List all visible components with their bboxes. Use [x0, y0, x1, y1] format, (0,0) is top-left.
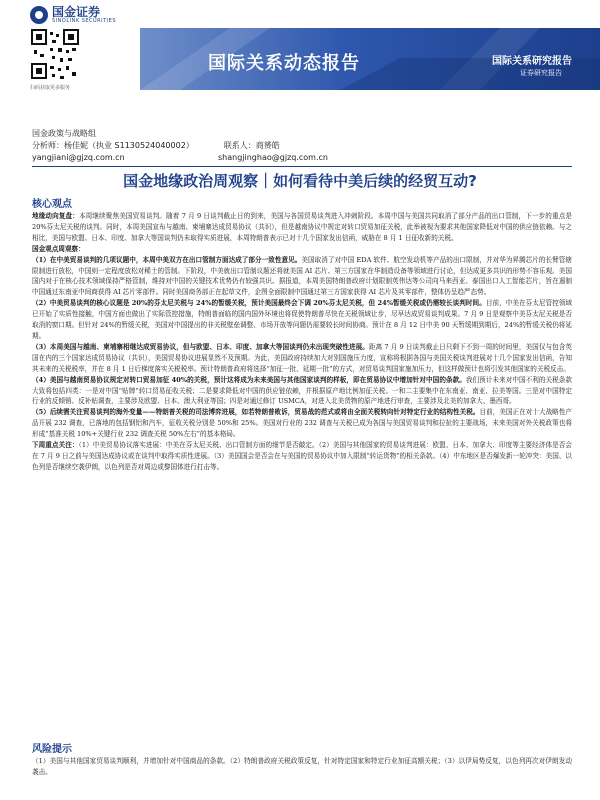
paragraph-view-3 [32, 342, 572, 375]
qr-code-icon [30, 28, 80, 82]
view-5-text: 目前，美国正在对十大战略性产品开展 232 调查，已落地的包括钢铝和汽车，征收关税分别是 50%和 25%。美国对行业的 232 调查与关税已成为各国与美国贸易谈判和拉扯的主要战场，未来美国对外关税政策也将形成“基准关税 10%+关键行业 232 调查关税 50%左右”的基本格局。 [32, 408, 572, 439]
risk-text: （1）美国与其他国家贸易谈判顺利，并增加针对中国商品的条款。（2）特朗普政府关税政策反复，针对特定国家和特定行业加征高额关税；（3）以伊局势反复，以色列再次对伊朗发动袭击。 [32, 757, 572, 776]
view-4-text: 我们预计未来对中国不利的关税条款大致将包括四类：一是对中国“贴牌”转口贸易征收关税；二是要求降低对中国的供应链依赖，并根据原产地比例加征关税。一和二主要集中在东南亚、南亚、拉美等国。三是对中国特定行业的反倾销、反补贴调查，主要涉及欧盟、日本、澳大利亚等国；四是对通过修订 USMCA，对进入北美货物的原产地进行审查，主要涉及北美的加拿大、墨西哥。 [32, 375, 573, 406]
section-heading-core: 核心观点 [32, 199, 72, 210]
view-3-text: 距离 7 月 9 日谈判截止日只剩下不到一周的时间里，美国仅与包含英国在内的三个国家达成贸易协议（共识），美国贸易协议进展显然不及预期。为此，美国政府持续加大对别国施压力度，宣称将根据各国与美国关税谈判进展对十几个国家发出信函，告知其未来的关税税率，并在 8 月 1 日后梯度落实关税税率。预计特朗普政府将选择“加征一批、延期一批”的方式，对贸易谈判国家施加压力，但这样做预计也将引发其他国家的关税反击。 [32, 342, 572, 373]
next-week-lead: 下周重点关注： [32, 441, 79, 450]
contact: 联系人：商赟皓 [223, 141, 280, 150]
brand-name-en: SINOLINK SECURITIES [52, 18, 116, 24]
paragraph-view-2 [32, 298, 572, 342]
footer-bar [0, 792, 600, 800]
logo-mark-icon [30, 6, 48, 24]
qr-caption: 扫码获取更多服务 [30, 85, 71, 91]
report-title: 国金地缘政治周观察｜如何看待中美后续的经贸互动? [123, 172, 477, 190]
view-5-lead: （5）后续需关注贸易谈判的海外变量——特朗普关税的司法博弈进展，如若特朗普败诉，贸易战的范式或将由全面关税转向针对特定行业的结构性关税。 [32, 408, 480, 417]
author-info [32, 128, 328, 164]
section-heading-risk: 风险提示 [32, 744, 72, 755]
view-1-lead: （1）在中美贸易谈判的几项议题中，本周中美双方在出口管制方面达成了部分一致性意见。 [32, 255, 302, 264]
view-2-lead: （2）中美贸易谈判的核心议题是 20%的芬太尼关税与 24%的暂缓关税，预计美国最终会下调 20%芬太尼关税，但 24%暂缓关税或仍需较长谈判时间。 [32, 299, 486, 308]
contact-email[interactable]: shangjinghao@gjzq.com.cn [218, 153, 328, 162]
banner-title: 国际关系动态报告 [208, 53, 360, 74]
paragraph-view-1 [32, 255, 572, 299]
analyst: 分析师：杨佳妮（执业 S1130524040002） [32, 141, 194, 150]
brand-logo [30, 4, 116, 26]
view-1-text: 美国取消了对中国 EDA 软件、航空发动机等产品的出口限制，并对华为昇腾芯片的长臂管辖限制进行放松，中国则一定程度放松对稀土的管制。下阶段，中美就出口管制议题还将就美国 AI 芯片、第三方国家在华制造设备等领域进行讨论，但达成更多共识的形势不容乐观。美国国内对于在核心技术领域保持严格管制，维持对中国的关键技术优势仍有较强共识。据报道，本周美国特朗普政府计划限制英伟达等公司向马来西亚、泰国出口人工智能芯片，旨在遏制中国通过东南亚中间商获得 AI 芯片零部件。同时美国商务部正在起草文件，企图全面限制中国通过第三方国家获得 AI 芯片及其零部件，整体仍呈趋严态势。 [32, 255, 572, 297]
next-week-text: （1）中美贸易协议落实进展：中美在芬太尼关税、出口管制方面的细节是否敲定。（2）美国与其他国家的贸易谈判进展：欧盟、日本、加拿大、印度等主要经济体是否会在 7 月 9 日之前与美国达成协议或在谈判中取得实质性进展。（3）美国国会是否会在与美国的贸易协议中加入限制“转运货物”的相关条款。（4）中东地区是否爆发新一轮冲突：美国、以色列是否继续空袭伊朗，以色列是否对周边或黎国体进行打击等。 [32, 441, 572, 471]
paragraph-view-5 [32, 407, 572, 440]
view-2-text: 目前，中美在芬太尼管控领域已开始了实质性接触，中国方面也做出了实际管控措施，特朗普面临的国内国外环境也将促使特朗普尽快在关税领域让步，尽早达成贸易谈判成果。7 月 9 日是观察中美芬太尼关税是否取消的窗口期。但针对 24%的暂缓关税，美国对中国提出的非关税壁垒调整、市场开放等问题仍需要较长时间协商。预计在 8 月 12 日中美 90 天暂缓期到期后，24%的暂缓关税仍将延期。 [32, 299, 572, 340]
views-lead: 国金观点周观察： [32, 244, 85, 253]
report-header [0, 0, 600, 118]
paragraph-overview [32, 211, 572, 244]
view-3-lead: （3）本周美国与越南、柬埔寨相继达成贸易协议，但与欧盟、日本、印度、加拿大等国谈判仍未出现突破性进展。 [32, 342, 369, 351]
core-body [32, 211, 572, 473]
report-sub-label: 证券研究报告 [520, 69, 562, 77]
department: 国金政策与战略组 [32, 129, 96, 138]
brand-name-cn: 国金证券 [52, 5, 101, 19]
risk-body [32, 756, 572, 778]
view-4-lead: （4）美国与越南贸易协议规定对转口贸易加征 40%的关税，预计这将成为未来美国与其他国家谈判的样板，即在贸易协议中增加针对中国的条款。 [32, 375, 466, 384]
divider-top [32, 166, 572, 167]
overview-text: 本周继续聚焦美国贸易谈判。随着 7 月 9 日谈判截止日的到来，美国与各国贸易谈判进入冲刺阶段。本周中国与美国共同取消了部分产品的出口管制，下一步的重点是 20%芬太尼关税的谈判。同时，本周美国宣布与越南、柬埔寨达成贸易协议（共识），但是越南协议中规定对转口贸易加征关税，此举被视为要求其他国家降低对中国的供应链依赖。与之相比，美国与欧盟、日本、印度、加拿大等国谈判仍未取得实质进展，本周特朗普表示已对十几个国家发出信函，威胁在 8 月 1 日征收新的关税。 [32, 212, 573, 242]
report-type-label: 国际关系研究报告 [492, 56, 572, 67]
analyst-email[interactable]: yangjiani@gjzq.com.cn [32, 153, 125, 162]
overview-lead: 地缘动向复盘： [32, 212, 79, 220]
paragraph-view-4 [32, 375, 572, 408]
paragraph-next-week [32, 440, 572, 473]
